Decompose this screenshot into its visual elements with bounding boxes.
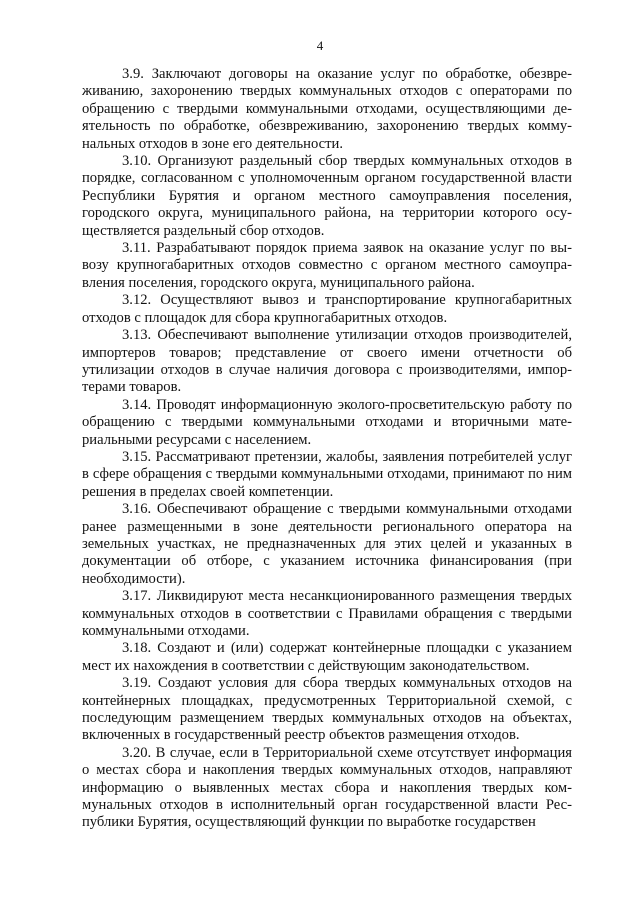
paragraph-3-17: 3.17. Ликвидируют места несанкционированного размещения твердых коммунальных отходов в соответствии с Правилами обращения с твердыми коммунальными отходами. bbox=[82, 588, 572, 639]
paragraph-3-9: 3.9. Заключают договоры на оказание услуг по обработке, обезвреживанию, захоронению твердых коммунальных отходов с операторами по обращению с твердыми коммунальными отходами, осуществляющими деятельность по обработке, обезвреживанию, захоронению твердых коммунальных отходов в зоне его деятельности. bbox=[82, 66, 572, 152]
paragraph-3-14: 3.14. Проводят информационную эколого-просветительскую работу по обращению с твердыми коммунальными отходами и вторичными материальными ресурсами с населением. bbox=[82, 396, 572, 448]
paragraph-3-20: 3.20. В случае, если в Территориальной схеме отсутствует информация о местах сбора и накопления твердых коммунальных отходов, направляют информацию о выявленных местах сбора и накопления твердых коммунальных отходов в исполнительный орган государственной власти Республики Бурятия, осуществляющий функции по выработке государствен bbox=[82, 744, 572, 831]
document-body bbox=[82, 66, 572, 832]
page-number: 4 bbox=[316, 38, 324, 53]
paragraph-3-15: 3.15. Рассматривают претензии, жалобы, заявления потребителей услуг в сфере обращения с твердыми коммунальными отходами, принимают по ним решения в пределах своей компетенции. bbox=[82, 448, 572, 500]
paragraph-3-19: 3.19. Создают условия для сбора твердых коммунальных отходов на контейнерных площадках, предусмотренных Территориальной схемой, с последующим размещением твердых коммунальных отходов на объектах, включенных в государственный реестр объектов размещения отходов. bbox=[82, 675, 572, 744]
paragraph-3-12: 3.12. Осуществляют вывоз и транспортирование крупногабаритных отходов с площадок для сбора крупногабаритных отходов. bbox=[82, 292, 572, 326]
paragraph-3-10: 3.10. Организуют раздельный сбор твердых коммунальных отходов в порядке, согласованном с уполномоченным органом государственной власти Республики Бурятия и органом местного самоуправления поселения, городского округа, муниципального района, на территории которого осуществляется раздельный сбор отходов. bbox=[82, 153, 572, 239]
paragraph-3-18: 3.18. Создают и (или) содержат контейнерные площадки с указанием мест их нахождения в соответствии с действующим законодательством. bbox=[82, 640, 572, 674]
paragraph-3-16: 3.16. Обеспечивают обращение с твердыми коммунальными отходами ранее размещенными в зоне деятельности регионального оператора на земельных участках, не предназначенных для этих целей и указанных в документации об отборе, с указанием источника финансирования (при необходимости). bbox=[82, 501, 572, 587]
paragraph-3-13: 3.13. Обеспечивают выполнение утилизации отходов производителей, импортеров товаров; представление от своего имени отчетности об утилизации отходов в случае наличия договора с производителями, импортерами товаров. bbox=[82, 327, 572, 396]
paragraph-3-11: 3.11. Разрабатывают порядок приема заявок на оказание услуг по вывозу крупногабаритных отходов совместно с органом местного самоуправления поселения, городского округа, муниципального района. bbox=[82, 240, 572, 291]
